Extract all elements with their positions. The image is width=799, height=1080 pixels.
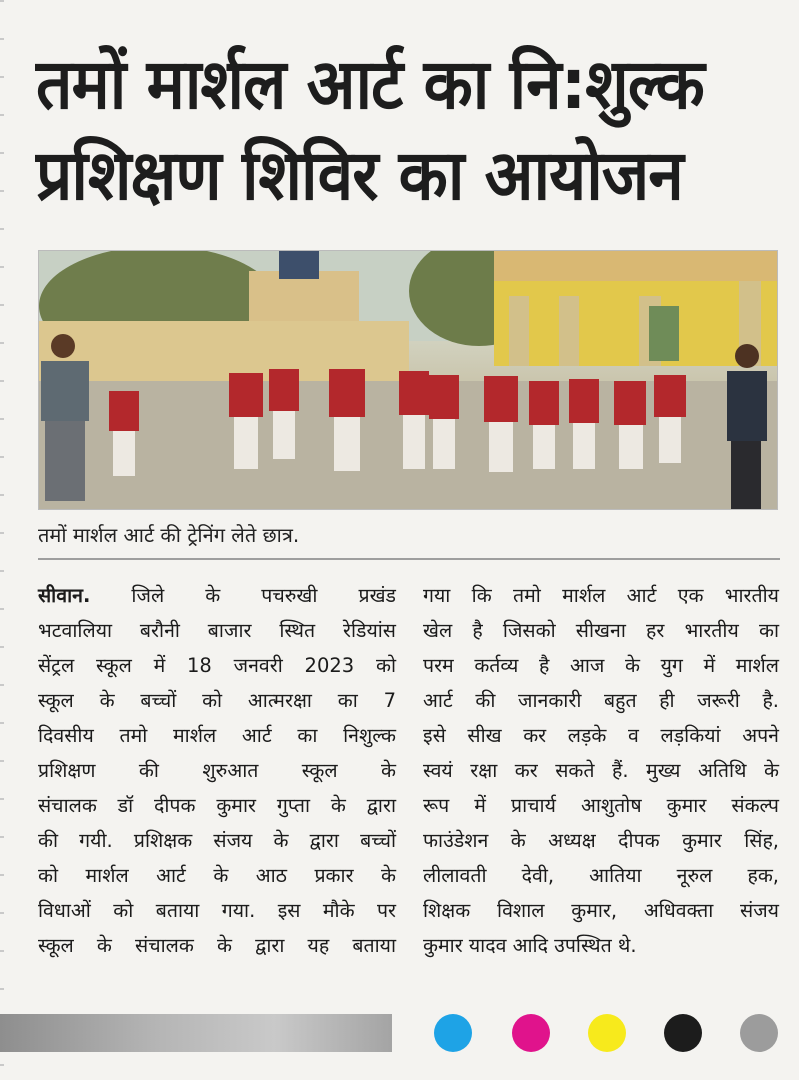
article-line-right: कुमार यादव आदि उपस्थित थे. xyxy=(423,934,637,957)
photo-illustration xyxy=(39,251,777,509)
headline-line-1: तमों मार्शल आर्ट का नि:शुल्क xyxy=(36,45,704,126)
article-column-right xyxy=(423,578,779,963)
article-line-left: स्कूल के संचालक के द्वारा यह बताया xyxy=(38,934,396,957)
registration-swatch-cyan xyxy=(434,1014,472,1052)
article-line-left: संचालक डॉ दीपक कुमार गुप्ता के द्वारा xyxy=(38,794,396,817)
headline xyxy=(36,40,781,221)
registration-swatch-magenta xyxy=(512,1014,550,1052)
section-divider xyxy=(38,558,780,560)
dateline: सीवान. xyxy=(38,584,91,607)
article-line-right: रूप में प्राचार्य आशुतोष कुमार संकल्प xyxy=(423,794,779,817)
article-line-right: परम कर्तव्य है आज के युग में मार्शल xyxy=(423,654,779,677)
article-line-left: भटवालिया बरौनी बाजार स्थित रेडियांस xyxy=(38,619,396,642)
page-edge-ticks xyxy=(0,0,4,1080)
article-line-right: लीलावती देवी, आतिया नूरुल हक, xyxy=(423,864,779,887)
registration-swatch-gray xyxy=(740,1014,778,1052)
registration-swatch-black xyxy=(664,1014,702,1052)
article-line-right: फाउंडेशन के अध्यक्ष दीपक कुमार सिंह, xyxy=(423,829,779,852)
article-line-left: विधाओं को बताया गया. इस मौके पर xyxy=(38,899,396,922)
photo-caption: तमों मार्शल आर्ट की ट्रेनिंग लेते छात्र. xyxy=(38,523,300,547)
registration-swatch-yellow xyxy=(588,1014,626,1052)
article-line-right: आर्ट की जानकारी बहुत ही जरूरी है. xyxy=(423,689,779,712)
article-line-right: शिक्षक विशाल कुमार, अधिवक्ता संजय xyxy=(423,899,779,922)
article-line-left: की गयी. प्रशिक्षक संजय के द्वारा बच्चों xyxy=(38,829,396,852)
article-line-left: को मार्शल आर्ट के आठ प्रकार के xyxy=(38,864,396,887)
article-line-left: स्कूल के बच्चों को आत्मरक्षा का 7 xyxy=(38,689,396,712)
print-gray-bar xyxy=(0,1014,392,1052)
article-column-left xyxy=(38,578,396,963)
article-line-right: गया कि तमो मार्शल आर्ट एक भारतीय xyxy=(423,584,779,607)
article-line-right: स्वयं रक्षा कर सकते हैं. मुख्य अतिथि के xyxy=(423,759,779,782)
article-line-left: प्रशिक्षण की शुरुआत स्कूल के xyxy=(38,759,396,782)
article-line-right: इसे सीख कर लड़के व लड़कियां अपने xyxy=(423,724,779,747)
article-line-left: सेंट्रल स्कूल में 18 जनवरी 2023 को xyxy=(38,654,396,677)
article-photo xyxy=(38,250,778,510)
article-line-left: सीवान. जिले के पचरुखी प्रखंड xyxy=(38,584,396,607)
article-line-left: दिवसीय तमो मार्शल आर्ट का निशुल्क xyxy=(38,724,396,747)
headline-line-2: प्रशिक्षण शिविर का आयोजन xyxy=(36,136,683,217)
article-line-right: खेल है जिसको सीखना हर भारतीय का xyxy=(423,619,779,642)
